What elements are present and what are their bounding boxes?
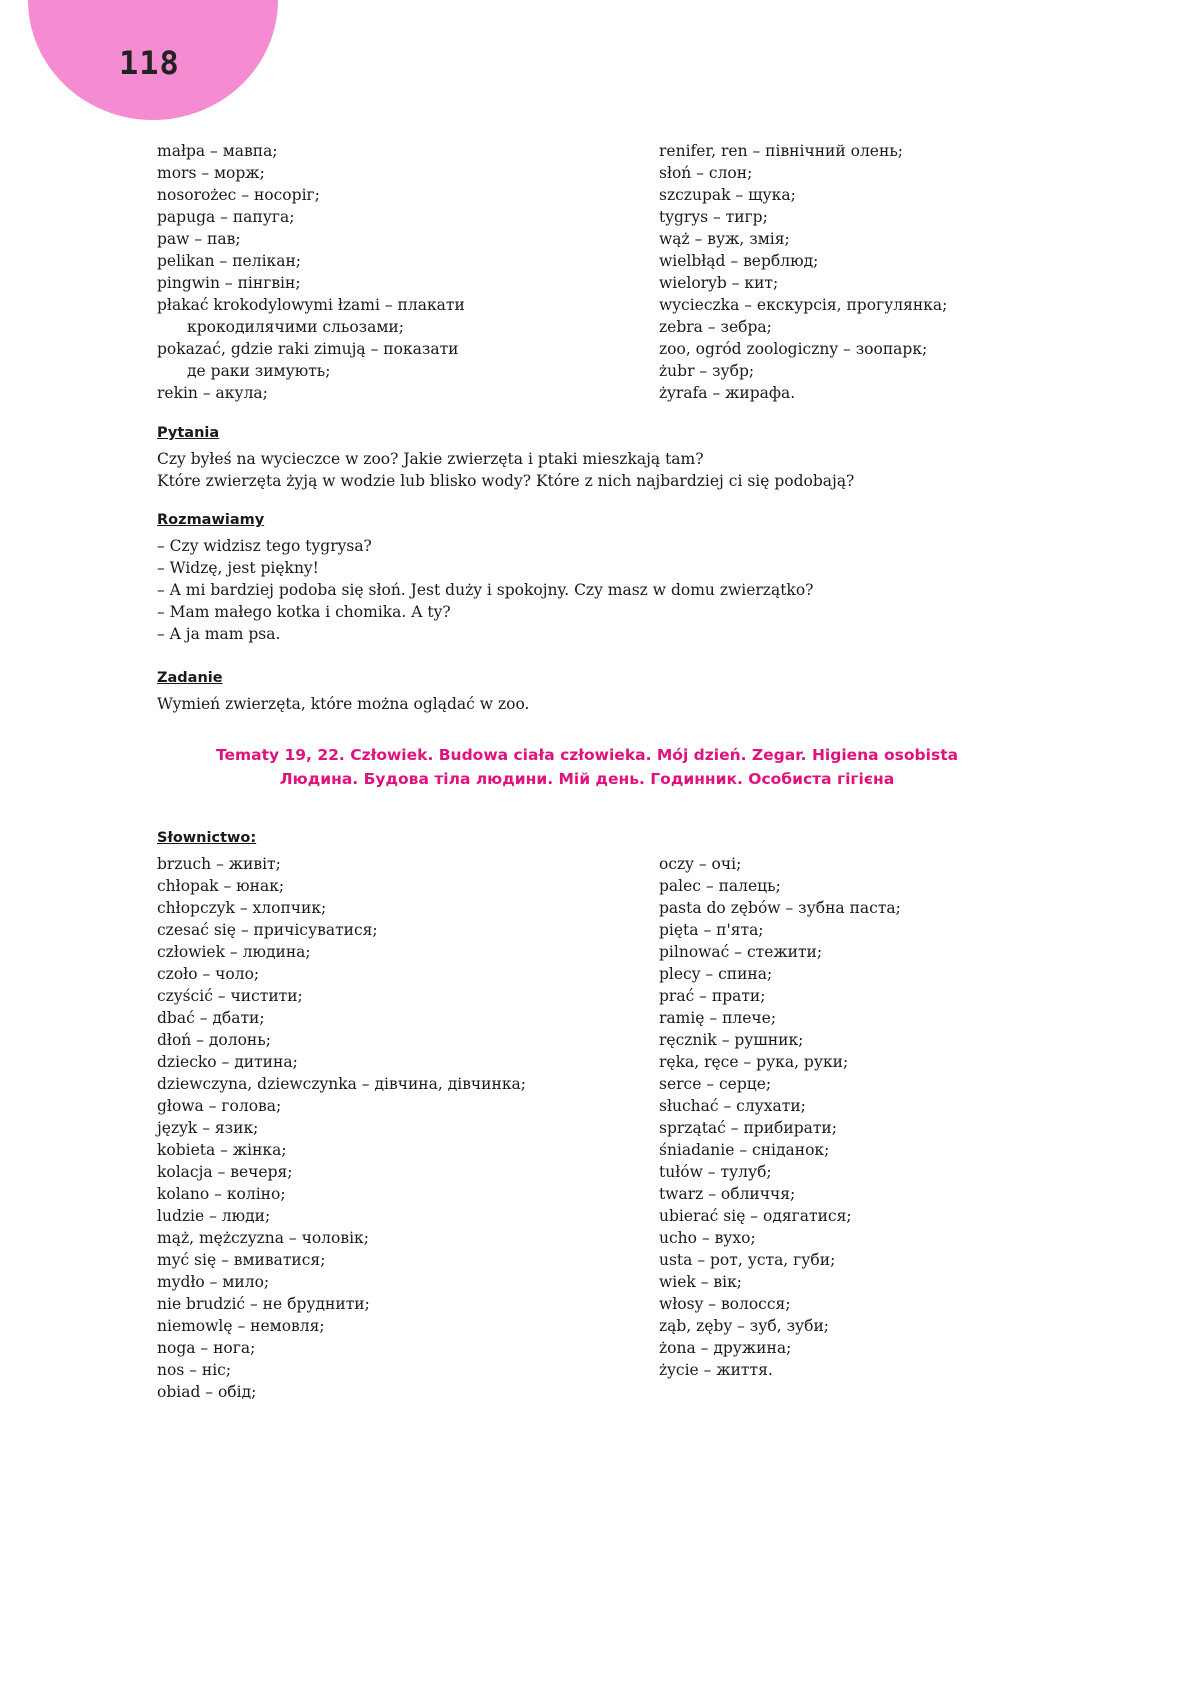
- vocab-entry: [659, 360, 997, 382]
- vocab-entry: [157, 897, 659, 919]
- vocab-zoo-right-column: [659, 140, 997, 404]
- vocab-entry: [157, 1337, 659, 1359]
- vocab-entry: [157, 941, 659, 963]
- vocab-entry: [157, 250, 659, 272]
- vocab-entry: [157, 1029, 659, 1051]
- vocab-entry-continuation: крокодилячими сльозами;: [187, 318, 404, 336]
- vocab-entry: [157, 294, 659, 338]
- vocab-entry-text: czesać się – причісуватися;: [157, 921, 378, 939]
- vocab-entry-text: ręka, ręce – рука, руки;: [659, 1053, 849, 1071]
- vocab-entry: [157, 1051, 659, 1073]
- zadanie-line: Wymień zwierzęta, które można oglądać w zoo.: [157, 695, 530, 713]
- vocab-entry: [659, 162, 997, 184]
- vocab-entry-text: serce – серце;: [659, 1075, 772, 1093]
- vocab-entry: [659, 250, 997, 272]
- vocab-entry: [157, 1139, 659, 1161]
- vocab-entry-text: kobieta – жінка;: [157, 1141, 287, 1159]
- vocab-entry-text: mors – морж;: [157, 164, 265, 182]
- slownictwo-heading: Słownictwo:: [157, 830, 257, 846]
- vocab-entry-text: wielbłąd – верблюд;: [659, 252, 819, 270]
- vocab-entry-text: prać – прати;: [659, 987, 766, 1005]
- topic-title-ukrainian: Людина. Будова тіла людини. Мій день. Годинник. Особиста гігієна: [279, 770, 895, 788]
- pytania-heading: Pytania: [157, 425, 220, 441]
- vocab-entry-text: czyścić – чистити;: [157, 987, 303, 1005]
- vocab-entry: [157, 140, 659, 162]
- vocab-entry-text: życie – життя.: [659, 1361, 773, 1379]
- vocab-entry: [659, 1007, 997, 1029]
- vocab-entry-text: żona – дружина;: [659, 1339, 792, 1357]
- vocab-body-right-column: [659, 853, 997, 1403]
- vocab-entry-text: nosorożec – носоріг;: [157, 186, 320, 204]
- vocab-entry-text: paw – пав;: [157, 230, 241, 248]
- vocab-entry-text: mąż, mężczyzna – чоловік;: [157, 1229, 369, 1247]
- vocab-entry-text: człowiek – людина;: [157, 943, 311, 961]
- vocab-entry: [659, 985, 997, 1007]
- vocab-entry: [157, 985, 659, 1007]
- zadanie-heading: Zadanie: [157, 670, 223, 686]
- vocab-entry-text: ręcznik – рушник;: [659, 1031, 804, 1049]
- vocab-entry: [157, 338, 659, 382]
- vocab-entry: [157, 1293, 659, 1315]
- vocab-entry: [659, 1359, 997, 1381]
- vocab-entry: [659, 382, 997, 404]
- vocab-entry-text: włosy – волосся;: [659, 1295, 791, 1313]
- vocab-entry: [659, 1161, 997, 1183]
- vocab-entry: [659, 1117, 997, 1139]
- vocab-entry: [157, 184, 659, 206]
- vocab-entry-text: pingwin – пінгвін;: [157, 274, 301, 292]
- vocab-entry: [659, 206, 997, 228]
- vocab-entry: [157, 1227, 659, 1249]
- vocab-entry-text: chłopczyk – хлопчик;: [157, 899, 327, 917]
- vocab-entry-text: płakać krokodylowymi łzami – плакати: [157, 296, 465, 314]
- vocab-entry-text: pięta – п'ята;: [659, 921, 764, 939]
- vocab-entry: [157, 1249, 659, 1271]
- vocab-entry-text: oczy – очі;: [659, 855, 742, 873]
- vocab-entry-text: twarz – обличчя;: [659, 1185, 796, 1203]
- vocab-entry: [659, 272, 997, 294]
- vocab-entry-text: nos – ніс;: [157, 1361, 232, 1379]
- vocab-entry-text: dbać – дбати;: [157, 1009, 265, 1027]
- vocab-entry: [157, 963, 659, 985]
- vocab-entry: [157, 206, 659, 228]
- vocab-entry: [659, 919, 997, 941]
- vocab-entry-text: pilnować – стежити;: [659, 943, 823, 961]
- vocab-entry-text: obiad – обід;: [157, 1383, 257, 1401]
- vocab-body-left-column: [157, 853, 659, 1403]
- vocab-entry-text: nie brudzić – не бруднити;: [157, 1295, 370, 1313]
- vocab-entry: [659, 140, 997, 162]
- vocab-entry: [157, 272, 659, 294]
- topic-title: [157, 743, 1017, 791]
- dialogue-line: – A ja mam psa.: [157, 625, 281, 643]
- vocab-entry: [659, 1051, 997, 1073]
- vocab-entry-text: pokazać, gdzie raki zimują – показати: [157, 340, 459, 358]
- vocab-entry: [659, 338, 997, 360]
- pytania-line: Które zwierzęta żyją w wodzie lub blisko wody? Które z nich najbardziej ci się podobają?: [157, 472, 855, 490]
- vocab-entry: [659, 1271, 997, 1293]
- vocab-entry-text: żubr – зубр;: [659, 362, 755, 380]
- vocab-entry-text: chłopak – юнак;: [157, 877, 285, 895]
- vocab-entry: [157, 919, 659, 941]
- vocab-entry-text: rekin – акула;: [157, 384, 268, 402]
- vocab-entry: [659, 1095, 997, 1117]
- vocab-zoo-left-column: [157, 140, 659, 404]
- dialogue-line: – Mam małego kotka i chomika. A ty?: [157, 603, 451, 621]
- page-number: 118: [119, 44, 180, 82]
- vocab-entry: [659, 294, 997, 316]
- vocab-entry-text: słuchać – слухати;: [659, 1097, 806, 1115]
- vocab-entry-text: ucho – вухо;: [659, 1229, 756, 1247]
- vocab-entry-text: pelikan – пелікан;: [157, 252, 302, 270]
- vocab-entry: [157, 1007, 659, 1029]
- pytania-line: Czy byłeś na wycieczce w zoo? Jakie zwierzęta i ptaki mieszkają tam?: [157, 450, 704, 468]
- vocab-entry: [659, 1249, 997, 1271]
- vocab-entry-text: sprzątać – прибирати;: [659, 1119, 837, 1137]
- vocab-entry: [157, 1117, 659, 1139]
- vocab-entry: [157, 1095, 659, 1117]
- dialogue-line: – Czy widzisz tego tygrysa?: [157, 537, 372, 555]
- dialogue-line: – Widzę, jest piękny!: [157, 559, 319, 577]
- vocab-entry-text: wąż – вуж, змія;: [659, 230, 790, 248]
- vocab-entry: [659, 1029, 997, 1051]
- vocab-entry-continuation: де раки зимують;: [187, 362, 331, 380]
- vocab-entry-text: zebra – зебра;: [659, 318, 772, 336]
- vocab-entry: [659, 897, 997, 919]
- vocab-entry: [157, 382, 659, 404]
- vocab-entry-text: ludzie – люди;: [157, 1207, 271, 1225]
- vocab-zoo: [157, 140, 997, 404]
- vocab-entry-text: kolacja – вечеря;: [157, 1163, 293, 1181]
- vocab-entry: [157, 228, 659, 250]
- vocab-entry: [659, 1227, 997, 1249]
- pytania-section: [157, 422, 1017, 492]
- vocab-entry-text: żyrafa – жирафа.: [659, 384, 796, 402]
- vocab-entry: [659, 316, 997, 338]
- rozmawiamy-heading: Rozmawiamy: [157, 512, 265, 528]
- vocab-entry-text: wiek – вік;: [659, 1273, 742, 1291]
- vocab-entry-text: tułów – тулуб;: [659, 1163, 772, 1181]
- vocab-entry: [157, 162, 659, 184]
- vocab-entry-text: palec – палець;: [659, 877, 781, 895]
- vocab-entry-text: zoo, ogród zoologiczny – зоопарк;: [659, 340, 928, 358]
- vocab-body: [157, 853, 997, 1403]
- vocab-entry-text: dziecko – дитина;: [157, 1053, 298, 1071]
- vocab-entry: [157, 1183, 659, 1205]
- vocab-entry-text: małpa – мавпа;: [157, 142, 278, 160]
- vocab-entry-text: wieloryb – кит;: [659, 274, 779, 292]
- vocab-entry-text: niemowlę – немовля;: [157, 1317, 325, 1335]
- vocab-entry: [659, 853, 997, 875]
- vocab-entry: [157, 1381, 659, 1403]
- vocab-entry: [659, 1337, 997, 1359]
- vocab-entry-text: usta – рот, уста, губи;: [659, 1251, 836, 1269]
- vocab-entry-text: czoło – чоло;: [157, 965, 260, 983]
- vocab-entry: [659, 228, 997, 250]
- vocab-entry: [157, 1205, 659, 1227]
- vocab-entry: [157, 853, 659, 875]
- vocab-entry-text: słoń – слон;: [659, 164, 753, 182]
- vocab-entry: [659, 1315, 997, 1337]
- vocab-entry: [659, 184, 997, 206]
- vocab-entry-text: dziewczyna, dziewczynka – дівчина, дівчинка;: [157, 1075, 526, 1093]
- vocab-entry-text: ubierać się – одягатися;: [659, 1207, 852, 1225]
- vocab-entry: [659, 1205, 997, 1227]
- vocab-entry-text: śniadanie – сніданок;: [659, 1141, 830, 1159]
- vocab-entry: [659, 1183, 997, 1205]
- vocab-entry-text: ząb, zęby – зуб, зуби;: [659, 1317, 830, 1335]
- vocab-entry: [157, 1161, 659, 1183]
- vocab-entry-text: brzuch – живіт;: [157, 855, 281, 873]
- vocab-entry: [157, 1073, 659, 1095]
- vocab-entry-text: plecy – спина;: [659, 965, 773, 983]
- vocab-entry-text: mydło – мило;: [157, 1273, 270, 1291]
- topic-title-polish: Tematy 19, 22. Człowiek. Budowa ciała człowieka. Mój dzień. Zegar. Higiena osobista: [215, 746, 959, 764]
- vocab-entry-text: papuga – папуга;: [157, 208, 295, 226]
- vocab-entry-text: ramię – плече;: [659, 1009, 777, 1027]
- rozmawiamy-section: [157, 509, 1017, 645]
- vocab-entry-text: wycieczka – екскурсія, прогулянка;: [659, 296, 948, 314]
- vocab-entry-text: dłoń – долонь;: [157, 1031, 271, 1049]
- vocab-entry: [659, 1073, 997, 1095]
- vocab-entry-text: kolano – коліно;: [157, 1185, 286, 1203]
- vocab-entry: [157, 1271, 659, 1293]
- dialogue-line: – A mi bardziej podoba się słoń. Jest duży i spokojny. Czy masz w domu zwierzątko?: [157, 581, 814, 599]
- vocab-entry-text: pasta do zębów – зубна паста;: [659, 899, 901, 917]
- vocab-entry-text: głowa – голова;: [157, 1097, 282, 1115]
- vocab-entry: [157, 875, 659, 897]
- vocab-entry: [157, 1359, 659, 1381]
- vocab-entry-text: noga – нога;: [157, 1339, 256, 1357]
- vocab-entry-text: tygrys – тигр;: [659, 208, 768, 226]
- vocab-entry: [659, 875, 997, 897]
- vocab-entry: [157, 1315, 659, 1337]
- slownictwo-section: [157, 827, 1017, 853]
- vocab-entry-text: język – язик;: [157, 1119, 259, 1137]
- vocab-entry: [659, 963, 997, 985]
- vocab-entry: [659, 941, 997, 963]
- vocab-entry: [659, 1139, 997, 1161]
- vocab-entry-text: myć się – вмиватися;: [157, 1251, 326, 1269]
- vocab-entry-text: szczupak – щука;: [659, 186, 796, 204]
- zadanie-section: [157, 667, 1017, 715]
- vocab-entry: [659, 1293, 997, 1315]
- vocab-entry-text: renifer, ren – північний олень;: [659, 142, 903, 160]
